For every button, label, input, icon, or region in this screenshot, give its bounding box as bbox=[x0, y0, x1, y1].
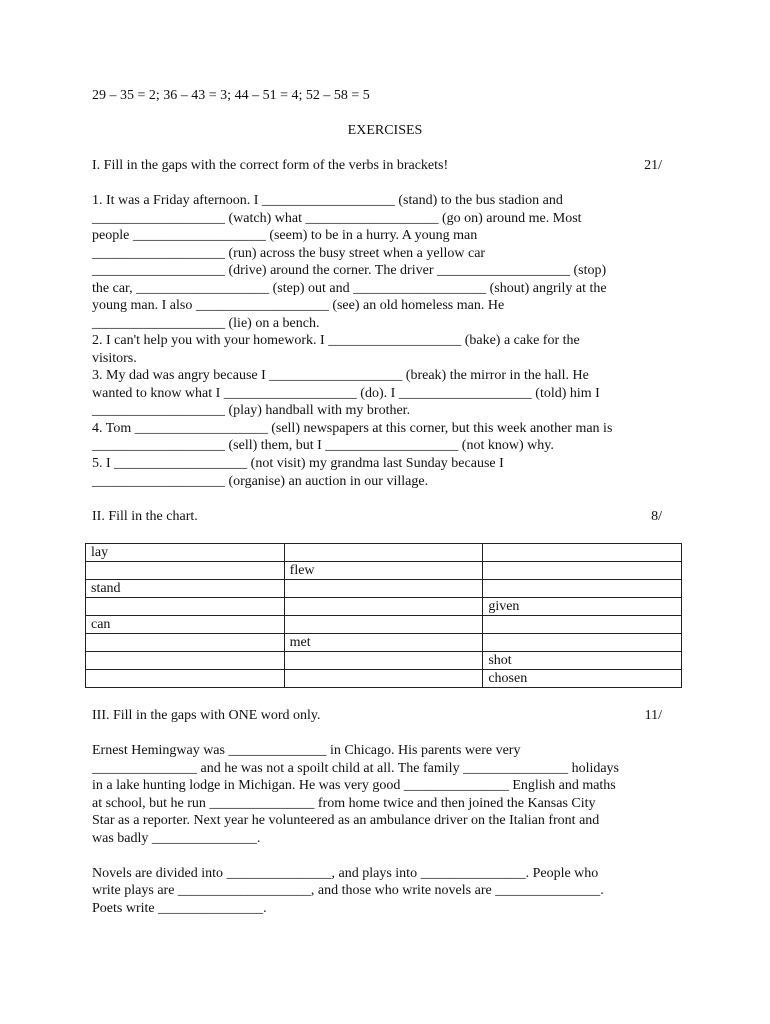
section1-score: 21/ bbox=[644, 158, 662, 173]
section1-line: people ___________________ (seem) to be in a hurry. A young man bbox=[92, 228, 478, 243]
section1-line: the car, ___________________ (step) out and ___________________ (shout) angrily at the bbox=[92, 281, 607, 296]
section3-line: write plays are ___________________, and those who write novels are _______________. bbox=[92, 883, 604, 898]
table-cell[interactable] bbox=[284, 670, 483, 688]
section3-line: in a lake hunting lodge in Michigan. He was very good _______________ English and maths bbox=[92, 778, 616, 793]
table-cell[interactable]: stand bbox=[86, 580, 285, 598]
table-row bbox=[86, 544, 682, 562]
table-cell[interactable]: given bbox=[483, 598, 682, 616]
section1-line: ___________________ (sell) them, but I ___________________ (not know) why. bbox=[92, 438, 554, 453]
section1-line: 3. My dad was angry because I ___________________ (break) the mirror in the hall. He bbox=[92, 368, 589, 383]
section3-line: _______________ and he was not a spoilt child at all. The family _______________ holidays bbox=[92, 761, 620, 776]
section3-heading: III. Fill in the gaps with ONE word only. bbox=[92, 708, 321, 723]
section1-heading-row bbox=[92, 157, 662, 175]
section1-line: wanted to know what I ___________________ (do). I ___________________ (told) him I bbox=[92, 386, 600, 401]
table-cell[interactable] bbox=[284, 652, 483, 670]
section1-line: ___________________ (run) across the busy street when a yellow car bbox=[92, 246, 486, 261]
table-row bbox=[86, 652, 682, 670]
table-row bbox=[86, 616, 682, 634]
table-row bbox=[86, 598, 682, 616]
section3-score: 11/ bbox=[644, 708, 662, 723]
section1-heading: I. Fill in the gaps with the correct form of the verbs in brackets! bbox=[92, 158, 449, 173]
section1-line: young man. I also ___________________ (see) an old homeless man. He bbox=[92, 298, 505, 313]
section1-line: 5. I ___________________ (not visit) my grandma last Sunday because I bbox=[92, 456, 504, 471]
table-cell[interactable] bbox=[284, 580, 483, 598]
section1-line: 2. I can't help you with your homework. I ___________________ (bake) a cake for the bbox=[92, 333, 580, 348]
section3-line: at school, but he run _______________ from home twice and then joined the Kansas City bbox=[92, 796, 596, 811]
section1-line: ___________________ (organise) an auction in our village. bbox=[92, 474, 429, 489]
section3-line: Novels are divided into _______________, and plays into _______________. People who bbox=[92, 866, 599, 881]
section3-line: Poets write _______________. bbox=[92, 901, 267, 916]
section1-line: ___________________ (play) handball with my brother. bbox=[92, 403, 411, 418]
table-cell[interactable] bbox=[86, 652, 285, 670]
section1-line: ___________________ (drive) around the corner. The driver ___________________ (stop) bbox=[92, 263, 607, 278]
section3-line: was badly _______________. bbox=[92, 831, 261, 846]
table-cell[interactable] bbox=[483, 544, 682, 562]
table-cell[interactable] bbox=[483, 634, 682, 652]
table-cell[interactable] bbox=[86, 634, 285, 652]
table-cell[interactable] bbox=[86, 670, 285, 688]
verb-forms-chart bbox=[85, 543, 682, 688]
table-row bbox=[86, 580, 682, 598]
table-cell[interactable]: can bbox=[86, 616, 285, 634]
answer-key-line: 29 – 35 = 2; 36 – 43 = 3; 44 – 51 = 4; 52 – 58 = 5 bbox=[92, 88, 370, 103]
table-cell[interactable] bbox=[483, 616, 682, 634]
table-cell[interactable] bbox=[86, 598, 285, 616]
section2-score: 8/ bbox=[651, 509, 662, 524]
table-cell[interactable] bbox=[284, 544, 483, 562]
table-cell[interactable] bbox=[284, 616, 483, 634]
table-row bbox=[86, 634, 682, 652]
section1-line: ___________________ (watch) what ___________________ (go on) around me. Most bbox=[92, 211, 582, 226]
section3-line: Star as a reporter. Next year he volunteered as an ambulance driver on the Italian front and bbox=[92, 813, 600, 828]
section2-heading: II. Fill in the chart. bbox=[92, 509, 198, 524]
table-cell[interactable] bbox=[483, 580, 682, 598]
section1-line: 4. Tom ___________________ (sell) newspapers at this corner, but this week another man is bbox=[92, 421, 613, 436]
table-cell[interactable]: met bbox=[284, 634, 483, 652]
table-cell[interactable] bbox=[284, 598, 483, 616]
section2-heading-row bbox=[92, 508, 662, 526]
page-title: EXERCISES bbox=[347, 123, 423, 138]
section3-heading-row bbox=[92, 707, 662, 725]
table-cell[interactable] bbox=[483, 562, 682, 580]
table-row bbox=[86, 670, 682, 688]
table-cell[interactable]: flew bbox=[284, 562, 483, 580]
section1-line: visitors. bbox=[92, 351, 137, 366]
section3-line: Ernest Hemingway was ______________ in Chicago. His parents were very bbox=[92, 743, 521, 758]
table-row bbox=[86, 562, 682, 580]
section1-line: ___________________ (lie) on a bench. bbox=[92, 316, 320, 331]
table-cell[interactable] bbox=[86, 562, 285, 580]
section1-line: 1. It was a Friday afternoon. I ___________________ (stand) to the bus stadion and bbox=[92, 193, 563, 208]
table-cell[interactable]: chosen bbox=[483, 670, 682, 688]
table-cell[interactable]: shot bbox=[483, 652, 682, 670]
table-cell[interactable]: lay bbox=[86, 544, 285, 562]
